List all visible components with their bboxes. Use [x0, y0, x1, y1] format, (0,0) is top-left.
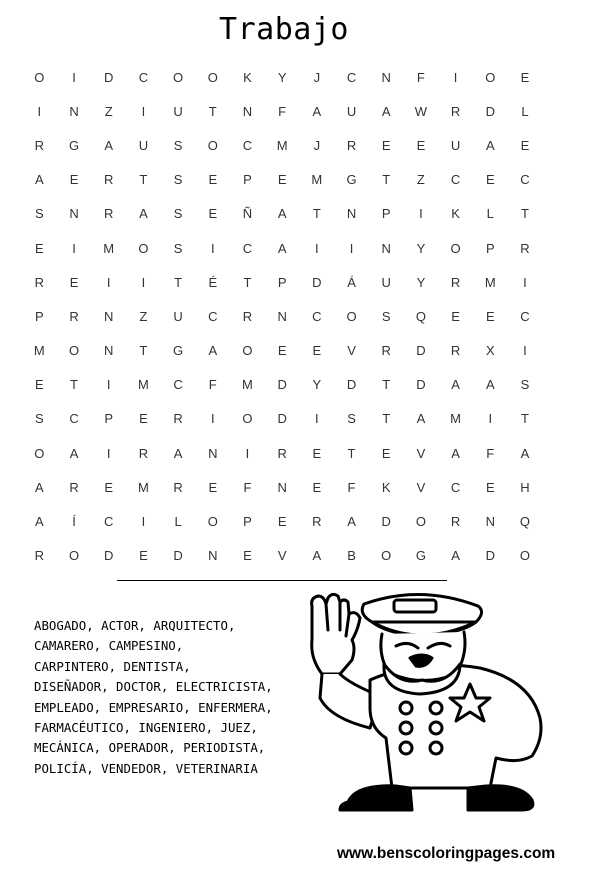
grid-letter: V: [416, 445, 426, 461]
grid-letter: O: [138, 240, 149, 256]
grid-letter: E: [35, 240, 44, 256]
grid-letter: T: [520, 206, 529, 222]
grid-letter: O: [242, 411, 253, 427]
grid-letter: A: [104, 137, 114, 153]
grid-letter: I: [37, 103, 42, 119]
grid-letter: C: [104, 514, 114, 530]
grid-letter: J: [313, 69, 321, 85]
grid-letter: I: [315, 411, 319, 427]
grid-letter: Q: [519, 514, 531, 530]
grid-letter: L: [521, 103, 529, 119]
grid-letter: E: [451, 308, 460, 324]
grid-letter: K: [451, 206, 460, 222]
grid-letter: G: [68, 137, 80, 153]
grid-letter: T: [382, 377, 391, 393]
grid-letter: U: [173, 103, 183, 119]
grid-letter: M: [33, 343, 45, 359]
grid-letter: N: [277, 308, 287, 324]
grid-letter: N: [104, 308, 114, 324]
grid-letter: Z: [139, 308, 148, 324]
grid-letter: D: [416, 343, 426, 359]
grid-letter: R: [450, 514, 461, 530]
grid-letter: S: [347, 411, 356, 427]
grid-letter: R: [173, 479, 183, 495]
grid-letter: S: [381, 308, 391, 324]
grid-letter: N: [381, 69, 391, 85]
grid-letter: Í: [72, 514, 76, 530]
grid-letter: R: [173, 411, 183, 427]
grid-letter: A: [416, 411, 426, 427]
grid-letter: D: [173, 548, 183, 564]
grid-letter: O: [207, 137, 218, 153]
grid-letter: T: [347, 445, 356, 461]
grid-letter: E: [520, 69, 530, 85]
grid-letter: C: [312, 308, 322, 324]
grid-letter: I: [349, 240, 354, 256]
grid-letter: T: [139, 343, 148, 359]
grid-letter: S: [35, 411, 44, 427]
grid-letter: O: [415, 514, 426, 530]
grid-letter: P: [243, 514, 252, 530]
grid-letter: F: [416, 69, 425, 85]
grid-letter: I: [141, 274, 146, 290]
grid-letter: A: [451, 377, 460, 393]
grid-letter: A: [520, 445, 530, 461]
grid-letter: A: [485, 377, 495, 393]
grid-letter: D: [104, 548, 114, 564]
grid-letter: Y: [416, 274, 426, 290]
grid-letter: R: [450, 103, 461, 119]
grid-letter: R: [69, 479, 79, 495]
grid-letter: E: [139, 548, 148, 564]
grid-letter: D: [277, 411, 287, 427]
grid-letter: C: [450, 172, 461, 188]
grid-letter: E: [69, 274, 79, 290]
grid-letter: M: [450, 411, 462, 427]
word-list-line: MECÁNICA, OPERADOR, PERIODISTA,: [34, 740, 266, 756]
grid-letter: O: [485, 69, 496, 85]
grid-letter: N: [381, 240, 391, 256]
grid-letter: G: [173, 343, 184, 359]
grid-letter: U: [138, 137, 149, 153]
grid-letter: E: [381, 137, 391, 153]
grid-letter: C: [520, 308, 530, 324]
grid-letter: Y: [277, 69, 287, 85]
grid-letter: F: [208, 377, 217, 393]
grid-letter: K: [381, 479, 391, 495]
grid-letter: R: [381, 343, 391, 359]
grid-letter: T: [312, 206, 321, 222]
grid-letter: O: [207, 514, 218, 530]
grid-letter: E: [312, 343, 322, 359]
grid-letter: A: [69, 445, 79, 461]
grid-letter: S: [520, 377, 530, 393]
grid-letter: U: [173, 308, 183, 324]
grid-letter: O: [450, 240, 461, 256]
grid-letter: E: [208, 479, 218, 495]
grid-letter: I: [315, 240, 319, 256]
grid-letter: C: [242, 240, 253, 256]
grid-letter: P: [381, 206, 391, 222]
grid-letter: T: [382, 411, 391, 427]
grid-letter: I: [453, 69, 458, 85]
grid-letter: M: [103, 240, 115, 256]
grid-letter: O: [519, 548, 531, 564]
word-list-line: CARPINTERO, DENTISTA,: [34, 658, 191, 674]
grid-letter: U: [346, 103, 357, 119]
grid-letter: S: [173, 172, 183, 188]
grid-letter: E: [416, 137, 426, 153]
grid-letter: E: [208, 206, 218, 222]
grid-letter: D: [485, 103, 495, 119]
grid-letter: Á: [347, 274, 356, 290]
grid-letter: M: [242, 377, 253, 393]
grid-letter: Z: [416, 172, 425, 188]
grid-letter: E: [381, 445, 391, 461]
grid-letter: S: [173, 240, 183, 256]
grid-letter: T: [174, 274, 183, 290]
word-list-line: CAMARERO, CAMPESINO,: [34, 638, 184, 654]
grid-letter: U: [450, 137, 461, 153]
grid-letter: F: [486, 445, 495, 461]
grid-letter: I: [106, 274, 111, 290]
grid-letter: J: [313, 137, 321, 153]
grid-letter: R: [104, 172, 114, 188]
grid-letter: V: [277, 548, 287, 564]
grid-letter: H: [520, 479, 530, 495]
grid-letter: A: [277, 206, 287, 222]
grid-letter: K: [243, 69, 252, 85]
grid-letter: A: [347, 514, 356, 530]
grid-letter: A: [139, 206, 148, 222]
grid-letter: E: [139, 411, 148, 427]
grid-letter: D: [485, 548, 495, 564]
grid-letter: D: [312, 274, 322, 290]
grid-letter: S: [173, 206, 183, 222]
grid-letter: A: [277, 240, 287, 256]
grid-letter: Ñ: [242, 206, 253, 222]
grid-letter: E: [104, 479, 114, 495]
grid-letter: E: [485, 479, 495, 495]
grid-letter: R: [242, 308, 253, 324]
grid-letter: N: [346, 206, 357, 222]
grid-letter: R: [34, 137, 45, 153]
grid-letter: O: [34, 69, 45, 85]
grid-letter: A: [485, 137, 495, 153]
grid-letter: R: [34, 274, 45, 290]
grid-letter: T: [382, 172, 391, 188]
grid-letter: O: [207, 69, 218, 85]
grid-letter: A: [35, 514, 44, 530]
grid-letter: M: [137, 377, 149, 393]
grid-letter: M: [484, 274, 496, 290]
grid-letter: F: [243, 479, 252, 495]
grid-letter: C: [450, 479, 461, 495]
grid-letter: R: [277, 445, 287, 461]
grid-letter: Y: [312, 377, 322, 393]
grid-letter: A: [35, 172, 44, 188]
grid-letter: G: [415, 548, 426, 564]
grid-letter: C: [346, 69, 357, 85]
grid-letter: O: [68, 548, 80, 564]
grid-letter: I: [141, 103, 146, 119]
grid-letter: A: [381, 103, 391, 119]
grid-letter: I: [523, 274, 527, 290]
grid-letter: E: [208, 172, 218, 188]
grid-letter: T: [243, 274, 252, 290]
word-list-line: POLICÍA, VENDEDOR, VETERINARIA: [34, 760, 258, 776]
grid-letter: C: [242, 137, 253, 153]
grid-letter: P: [243, 172, 252, 188]
grid-letter: X: [485, 343, 495, 359]
grid-letter: A: [312, 103, 322, 119]
grid-letter: O: [173, 69, 184, 85]
grid-letter: I: [210, 240, 215, 256]
grid-letter: I: [488, 411, 493, 427]
page-title: Trabajo: [219, 12, 349, 47]
grid-letter: Q: [415, 308, 426, 324]
grid-letter: T: [520, 411, 529, 427]
grid-letter: M: [137, 479, 149, 495]
grid-letter: O: [381, 548, 392, 564]
grid-letter: B: [347, 548, 356, 564]
grid-letter: R: [104, 206, 114, 222]
grid-letter: R: [450, 343, 461, 359]
grid-letter: E: [485, 172, 495, 188]
grid-letter: C: [520, 172, 530, 188]
grid-letter: R: [346, 137, 357, 153]
grid-letter: I: [245, 445, 250, 461]
grid-letter: T: [70, 377, 78, 393]
grid-letter: W: [414, 103, 428, 119]
grid-letter: S: [35, 206, 44, 222]
word-list: [34, 616, 334, 779]
grid-letter: D: [416, 377, 426, 393]
grid-letter: Y: [416, 240, 426, 256]
grid-letter: P: [277, 274, 287, 290]
grid-letter: R: [450, 274, 461, 290]
grid-letter: M: [276, 137, 288, 153]
grid-letter: S: [173, 137, 183, 153]
grid-letter: P: [35, 308, 44, 324]
grid-letter: C: [208, 308, 218, 324]
grid-letter: I: [72, 240, 76, 256]
grid-letter: I: [72, 69, 76, 85]
grid-letter: A: [173, 445, 183, 461]
word-list-line: FARMACÉUTICO, INGENIERO, JUEZ,: [34, 720, 258, 736]
grid-letter: I: [210, 411, 215, 427]
grid-letter: E: [277, 514, 287, 530]
grid-letter: R: [69, 308, 79, 324]
grid-letter: E: [312, 479, 322, 495]
grid-letter: D: [381, 514, 391, 530]
grid-letter: I: [141, 514, 146, 530]
word-list-line: DISEÑADOR, DOCTOR, ELECTRICISTA,: [34, 679, 273, 695]
grid-letter: N: [208, 548, 218, 564]
grid-letter: U: [381, 274, 391, 290]
grid-letter: R: [34, 548, 45, 564]
grid-letter: C: [173, 377, 183, 393]
website-credit: www.benscoloringpages.com: [337, 845, 556, 862]
word-list-line: EMPLEADO, EMPRESARIO, ENFERMERA,: [34, 699, 273, 715]
grid-letter: D: [277, 377, 287, 393]
grid-letter: A: [312, 548, 322, 564]
grid-letter: F: [278, 103, 287, 119]
grid-letter: A: [451, 445, 460, 461]
grid-letter: R: [138, 445, 149, 461]
grid-letter: E: [69, 172, 79, 188]
divider-line: [117, 580, 447, 581]
grid-letter: T: [208, 103, 217, 119]
grid-letter: E: [35, 377, 44, 393]
word-list-line: ABOGADO, ACTOR, ARQUITECTO,: [34, 618, 236, 633]
grid-letter: O: [34, 445, 45, 461]
grid-letter: N: [485, 514, 495, 530]
grid-letter: E: [243, 548, 252, 564]
letter-grid: [22, 60, 542, 573]
police-officer-icon: [300, 588, 550, 816]
grid-letter: D: [346, 377, 357, 393]
grid-letter: É: [208, 274, 218, 290]
grid-letter: G: [346, 172, 357, 188]
grid-letter: N: [104, 343, 114, 359]
grid-letter: E: [277, 172, 287, 188]
grid-letter: C: [138, 69, 149, 85]
grid-letter: L: [174, 514, 182, 530]
grid-letter: C: [69, 411, 79, 427]
grid-letter: N: [69, 206, 79, 222]
grid-letter: I: [523, 343, 527, 359]
grid-letter: A: [451, 548, 460, 564]
grid-letter: I: [106, 445, 111, 461]
grid-letter: V: [416, 479, 426, 495]
grid-letter: P: [104, 411, 114, 427]
grid-letter: E: [312, 445, 322, 461]
grid-letter: I: [106, 377, 111, 393]
grid-letter: N: [208, 445, 218, 461]
grid-letter: N: [242, 103, 253, 119]
grid-letter: L: [486, 206, 494, 222]
grid-letter: M: [311, 172, 323, 188]
grid-letter: A: [35, 479, 44, 495]
grid-letter: P: [485, 240, 495, 256]
grid-letter: I: [419, 206, 423, 222]
grid-letter: F: [347, 479, 356, 495]
grid-letter: R: [520, 240, 530, 256]
grid-letter: O: [242, 343, 253, 359]
grid-letter: V: [347, 343, 356, 359]
grid-letter: N: [277, 479, 287, 495]
grid-letter: N: [69, 103, 79, 119]
grid-letter: D: [104, 69, 114, 85]
grid-letter: A: [208, 343, 218, 359]
grid-letter: O: [346, 308, 357, 324]
grid-letter: E: [520, 137, 530, 153]
grid-letter: T: [139, 172, 148, 188]
grid-letter: E: [277, 343, 287, 359]
grid-letter: E: [485, 308, 495, 324]
grid-letter: R: [312, 514, 322, 530]
grid-letter: Z: [104, 103, 113, 119]
grid-letter: O: [68, 343, 80, 359]
